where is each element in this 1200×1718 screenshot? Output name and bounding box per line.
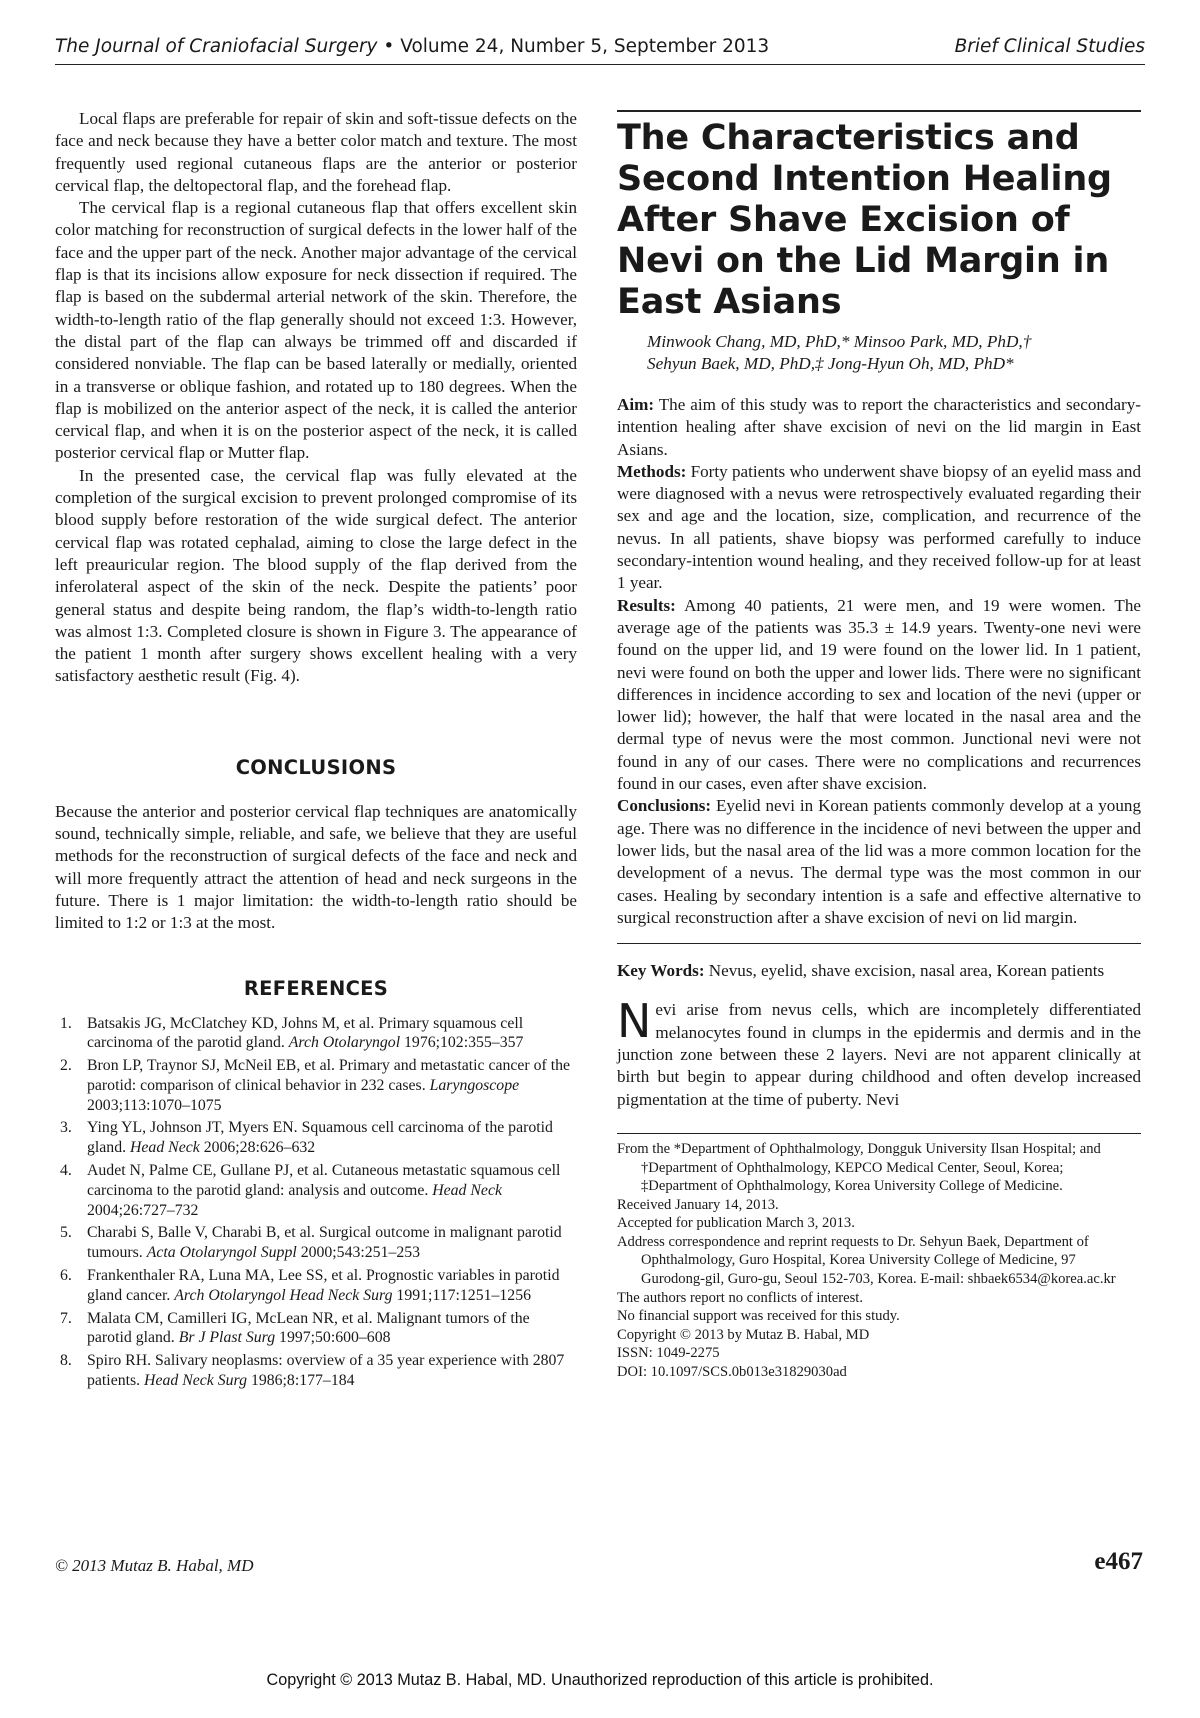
authors-line-1: Minwook Chang, MD, PhD,* Minsoo Park, MD, PhD,† <box>647 332 1032 351</box>
footer-copyright: © 2013 Mutaz B. Habal, MD <box>55 1556 254 1575</box>
left-column <box>55 108 577 1394</box>
received-date: Received January 14, 2013. <box>617 1196 779 1213</box>
references-heading: REFERENCES <box>243 976 389 1000</box>
accepted-date: Accepted for publication March 3, 2013. <box>617 1215 855 1232</box>
reference-item: 8. Spiro RH. Salivary neoplasms: overview of a 35 year experience with 2807 patients. Head Neck Surg 1986;8:177–184 <box>60 1352 565 1390</box>
page-number: e467 <box>1094 1548 1143 1575</box>
reference-list <box>55 1014 577 1391</box>
body-paragraph-3: In the presented case, the cervical flap was fully elevated at the completion of the surgical excision to prevent prolonged compromise of its blood supply before restoration of the wide surgical defect. The anterior cervical flap was rotated cephalad, aiming to close the large defect in the left preauricular region. The blood supply of the flap derived from the inferolateral aspect of the skin of the neck. Despite the patients’ poor general status and despite being random, the flap’s width-to-length ratio was almost 1:3. Completed closure is shown in Figure 3. The appearance of the patient 1 month after surgery shows excellent healing with a very satisfactory aesthetic result (Fig. 4). <box>55 465 577 686</box>
reference-item: 6. Frankenthaler RA, Luna MA, Lee SS, et al. Prognostic variables in parotid gland cancer. Arch Otolaryngol Head Neck Surg 1991;117:1251–1256 <box>60 1267 560 1304</box>
issn: ISSN: 1049-2275 <box>617 1345 720 1362</box>
abstract-methods: Methods: Forty patients who underwent shave biopsy of an eyelid mass and were diagnosed with a nevus were retrospectively evaluated regarding their sex and age and the location, size, complication, and recurrence of the nevus. In all patients, shave biopsy was performed carefully to induce secondary-intention wound healing, and they received follow-up for at least 1 year. <box>617 461 1141 593</box>
conflicts-statement: The authors report no conflicts of interest. <box>617 1289 863 1306</box>
article-title: The Characteristics and Second Intention Healing After Shave Excision of Nevi on the Lid Margin in East Asians <box>617 118 1112 322</box>
body-paragraph-2: The cervical flap is a regional cutaneous flap that offers excellent skin color matching for reconstruction of surgical defects in the lower half of the face and the upper part of the neck. Another major advantage of the cervical flap is that its incisions allow exposure for neck dissection if required. The flap is based on the subdermal arterial network of the skin. Therefore, the width-to-length ratio of the flap generally should not exceed 1:3. However, the distal part of the flap can always be trimmed off and discarded if considered nonviable. The flap can be based laterally or medially, oriented in a transverse or oblique fashion, and rotated up to 180 degrees. When the flap is mobilized on the anterior aspect of the neck, it is called the anterior cervical flap, and when it is on the posterior aspect of the neck, it is called posterior cervical flap or Mutter flap. <box>55 198 577 463</box>
author-list <box>647 331 1141 375</box>
keywords: Key Words: Nevus, eyelid, shave excision, nasal area, Korean patients <box>617 961 1105 981</box>
abstract-results: Results: Among 40 patients, 21 were men, and 19 were women. The average age of the patients was 35.3 ± 14.9 years. Twenty-one nevi were found on the upper lid, and 19 were found on the lower lid. In 1 patient, nevi were found on both the upper and lower lids. There were no significant differences in incidence according to sex and location of the nevi (upper or lower lid); however, the half that were located in the nasal area and the dermal type of nevus were the most common. Junctional nevi were not found in any of our cases. There were no complications and recurrences found in our cases, even after shave excision. <box>617 595 1141 794</box>
abstract-conclusions: Conclusions: Eyelid nevi in Korean patients commonly develop at a young age. There was no difference in the incidence of nevi between the upper and lower lids, but the nasal area of the lid was a more common location for the development of a nevus. The dermal type was the most common in our cases. Healing by secondary intention is a safe and effective alternative to surgical reconstruction after a shave excision of nevi on lid margin. <box>617 796 1141 927</box>
conclusions-paragraph: Because the anterior and posterior cervical flap techniques are anatomically sound, technically simple, reliable, and safe, we believe that they are useful methods for the reconstruction of surgical defects of the face and neck and will more frequently attract the attention of head and neck surgeons in the future. There is 1 major limitation: the width-to-length ratio should be limited to 1:2 or 1:3 at the most. <box>55 801 577 933</box>
correspondence-address: Address correspondence and reprint requests to Dr. Sehyun Baek, Department of Ophthalmology, Guro Hospital, Korea University College of Medicine, 97 Gurodong-gil, Guro-gu, Seoul 152-703, Korea. E-mail: shbaek6534@korea.ac.kr <box>617 1233 1116 1288</box>
reference-item: 3. Ying YL, Johnson JT, Myers EN. Squamous cell carcinoma of the parotid gland. Head Neck 2006;28:626–632 <box>60 1119 553 1157</box>
drop-cap: N <box>617 994 652 1049</box>
reproduction-notice: Copyright © 2013 Mutaz B. Habal, MD. Unauthorized reproduction of this article is prohibited. <box>266 1671 934 1689</box>
journal-volume: Volume 24, Number 5, September 2013 <box>400 36 770 57</box>
abstract-divider <box>617 943 1141 944</box>
reference-item: 5. Charabi S, Balle V, Charabi B, et al. Surgical outcome in malignant parotid tumours. Acta Otolaryngol Suppl 2000;543:251–253 <box>60 1224 562 1262</box>
conclusions-heading: CONCLUSIONS <box>235 755 397 779</box>
section-name: Brief Clinical Studies <box>954 36 1145 57</box>
running-header-journal-info <box>55 36 769 57</box>
right-column <box>617 110 1141 1382</box>
intro-paragraph: Nevi arise from nevus cells, which are incompletely differentiated melanocytes found in clumps in the epidermis and dermis and in the junction zone between these 2 layers. Nevi are not apparent clinically at birth but begin to appear during childhood and often develop increased pigmentation at the time of puberty. Nevi <box>617 994 1141 1109</box>
title-top-rule <box>617 110 1141 112</box>
footnote-divider <box>617 1133 1141 1134</box>
reference-item: 7. Malata CM, Camilleri IG, McLean NR, et al. Malignant tumors of the parotid gland. Br J Plast Surg 1997;50:600–608 <box>60 1309 530 1347</box>
abstract <box>617 394 1141 929</box>
copyright-line: Copyright © 2013 by Mutaz B. Habal, MD <box>617 1326 870 1343</box>
funding-statement: No financial support was received for this study. <box>617 1308 900 1325</box>
body-paragraph-1: Local flaps are preferable for repair of skin and soft-tissue defects on the face and neck because they have a better color match and texture. The most frequently used regional cutaneous flaps are the anterior or posterior cervical flap, the deltopectoral flap, and the forehead flap. <box>55 109 577 195</box>
affiliations: From the *Department of Ophthalmology, Dongguk University Ilsan Hospital; and †Department of Ophthalmology, KEPCO Medical Center, Seoul, Korea; ‡Department of Ophthalmology, Korea University College of Medicine. <box>617 1140 1101 1195</box>
running-header <box>55 34 1145 65</box>
article-footnotes <box>617 1140 1141 1382</box>
reference-item: 2. Bron LP, Traynor SJ, McNeil EB, et al. Primary and metastatic cancer of the parotid: comparison of clinical behavior in 232 cases. Laryngoscope 2003;113:1070–1075 <box>60 1057 571 1114</box>
journal-name: The Journal of Craniofacial Surgery <box>55 36 378 57</box>
doi: DOI: 10.1097/SCS.0b013e31829030ad <box>617 1364 847 1381</box>
authors-line-2: Sehyun Baek, MD, PhD,‡ Jong-Hyun Oh, MD, PhD* <box>647 354 1014 373</box>
reference-item: 1. Batsakis JG, McClatchey KD, Johns M, et al. Primary squamous cell carcinoma of the parotid gland. Arch Otolaryngol 1976;102:355–357 <box>60 1014 524 1052</box>
reference-item: 4. Audet N, Palme CE, Gullane PJ, et al. Cutaneous metastatic squamous cell carcinoma to the parotid gland: analysis and outcome. Head Neck 2004;26:727–732 <box>60 1162 561 1219</box>
abstract-aim: Aim: The aim of this study was to report the characteristics and secondary-intention healing after shave excision of nevi on the lid margin in East Asians. <box>617 395 1141 459</box>
header-bullet: • <box>383 36 395 57</box>
